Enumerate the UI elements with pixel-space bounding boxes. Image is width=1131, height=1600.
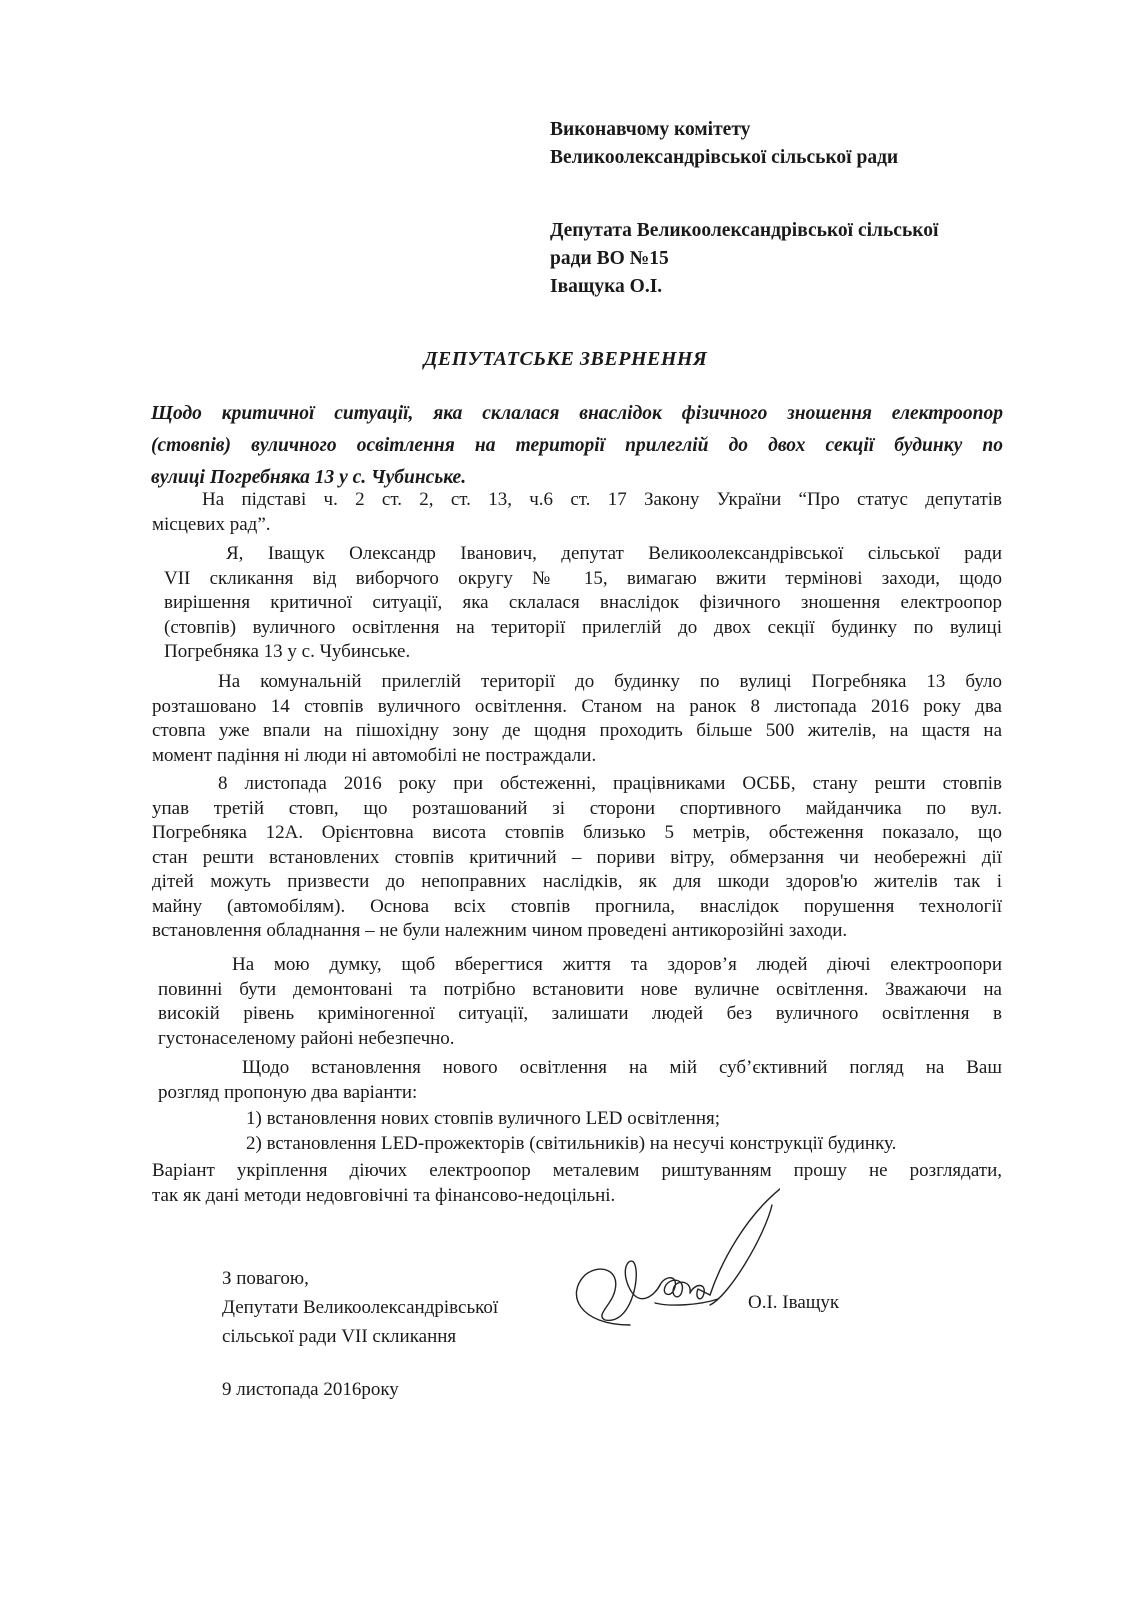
addressee-line: Великоолександрівської сільської ради [550, 147, 899, 168]
paragraph-line: вирішення критичної ситуації, яка склалася внаслідок фізичного зношення електроопор [164, 592, 1002, 613]
closing-line: З повагою, [222, 1268, 309, 1289]
paragraph-line: майну (автомобілям). Основа всіх стовпів прогнила, внаслідок порушення технології [152, 895, 1002, 917]
list-item: 2) встановлення LED-прожекторів (світильників) на несучі конструкції будинку. [246, 1133, 897, 1154]
signer-name: О.І. Іващук [748, 1292, 840, 1313]
paragraph-line: стан решти встановлених стовпів критичний – пориви вітру, обмерзання чи необережні дії [152, 846, 1002, 868]
addressee-line: Виконавчому комітету [550, 119, 751, 140]
subject-paragraph [151, 398, 1003, 494]
paragraph-line: високій рівень криміногенної ситуації, залишати людей без вуличного освітлення в [158, 1003, 1002, 1024]
sender-line: Депутата Великоолександрівської сільської [550, 220, 939, 241]
paragraph-line: (стовпів) вуличного освітлення на території прилеглій до двох секції будинку по вулиці [164, 616, 1002, 638]
document-date: 9 листопада 2016року [222, 1379, 399, 1400]
closing-block [222, 1264, 498, 1351]
closing-line: сільської ради VII скликання [222, 1326, 457, 1347]
paragraph-line: густонаселеному районі небезпечно. [158, 1027, 455, 1049]
document-title: ДЕПУТАТСЬКЕ ЗВЕРНЕННЯ [423, 348, 708, 370]
paragraph-line: повинні бути демонтовані та потрібно встановити нове вуличне освітлення. Зважаючи на [158, 978, 1002, 1000]
paragraph-situation [152, 670, 1002, 768]
paragraph-proposal [158, 1056, 1002, 1105]
paragraph-line: Я, Іващук Олександр Іванович, депутат Великоолександрівської сільської ради [226, 543, 1002, 564]
paragraph-line: упав третій стовп, що розташований зі сторони спортивного майданчика по вул. [152, 797, 1002, 819]
subject-line: (стовпів) вуличного освітлення на території прилеглій до двох секції будинку по [151, 435, 1003, 456]
paragraph-line: VII скликання від виборчого округу № 15, вимагаю вжити термінові заходи, щодо [164, 567, 1002, 589]
paragraph-opinion [158, 953, 1002, 1051]
sender-line: Іващука О.І. [550, 276, 663, 297]
paragraph-line: розгляд пропоную два варіанти: [158, 1081, 418, 1103]
paragraph-line: Щодо встановлення нового освітлення на мій суб’єктивний погляд на Ваш [242, 1057, 1002, 1078]
addressee-block [550, 116, 898, 172]
sender-block [550, 217, 938, 301]
sender-line: ради ВО №15 [550, 248, 669, 269]
signature-icon [560, 1175, 780, 1355]
closing-line: Депутати Великоолександрівської [222, 1297, 499, 1318]
paragraph-inspection [152, 772, 1002, 944]
paragraph-line: Погребняка 12А. Орієнтовна висота стовпів близько 5 метрів, обстеження показало, що [152, 822, 1002, 843]
subject-line: вулиці Погребняка 13 у с. Чубинське. [151, 467, 467, 488]
list-item: 1) встановлення нових стовпів вуличного LED освітлення; [246, 1108, 721, 1129]
paragraph-line: На мою думку, щоб вберегтися життя та здоров’я людей діючі електроопори [232, 954, 1002, 975]
paragraph-line: 8 листопада 2016 року при обстеженні, працівниками ОСББ, стану решти стовпів [218, 773, 1002, 794]
paragraph-line: розташовано 14 стовпів вуличного освітлення. Станом на ранок 8 листопада 2016 року два [152, 695, 1002, 717]
paragraph-line: дітей можуть призвести до непоправних наслідків, як для шкоди здоров'ю жителів так і [152, 871, 1002, 892]
paragraph-line: місцевих рад”. [152, 513, 271, 535]
paragraph-line: встановлення обладнання – не були належним чином проведені антикорозійні заходи. [152, 920, 848, 941]
paragraph-line: На підставі ч. 2 ст. 2, ст. 13, ч.6 ст. 17 Закону України “Про статус депутатів [202, 489, 1002, 510]
paragraph-line: Погребняка 13 у с. Чубинське. [164, 641, 411, 662]
paragraph-demand [164, 542, 1002, 665]
paragraph-line: На комунальній прилеглій території до будинку по вулиці Погребняка 13 було [218, 671, 1002, 692]
paragraph-line: момент падіння ні люди ні автомобілі не постраждали. [152, 744, 597, 766]
paragraph-line: так як дані методи недовговічні та фінансово-недоцільні. [152, 1184, 616, 1206]
paragraph-line: стовпа уже впали на пішохідну зону де щодня проходить більше 500 жителів, на щастя на [152, 720, 1002, 741]
paragraph-line: Варіант укріплення діючих електроопор металевим риштуванням прошу не розглядати, [152, 1160, 1002, 1181]
subject-line: Щодо критичної ситуації, яка склалася внаслідок фізичного зношення електроопор [151, 403, 1003, 424]
paragraph-legal-basis [152, 488, 1002, 537]
